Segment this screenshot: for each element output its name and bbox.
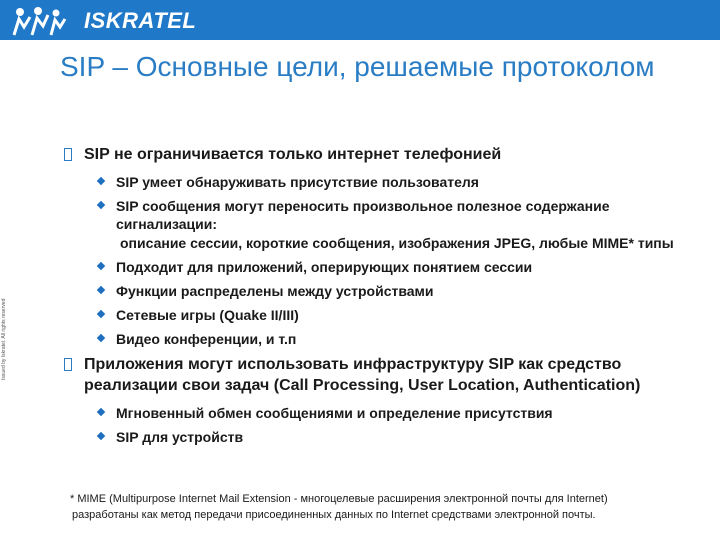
sub-item-text: SIP для устройств bbox=[116, 429, 244, 445]
sub-item bbox=[60, 428, 690, 446]
sub-item-text: Мгновенный обмен сообщениями и определение присутствия bbox=[116, 405, 553, 421]
diamond-bullet-icon bbox=[97, 262, 105, 270]
diamond-bullet-icon bbox=[97, 334, 105, 342]
sub-item bbox=[60, 404, 690, 422]
bullet-main-1 bbox=[60, 144, 690, 165]
iskratel-logo bbox=[10, 4, 196, 38]
footnote-line-2: разработаны как метод передачи присоединенных данных по Internet средствами электронной почты. bbox=[72, 509, 596, 521]
sub-item-text: SIP сообщения могут переносить произвольное полезное содержание сигнализации: bbox=[116, 198, 610, 232]
diamond-bullet-icon bbox=[97, 177, 105, 185]
sub-list-1 bbox=[60, 173, 690, 348]
sub-item-detail: описание сессии, короткие сообщения, изображения JPEG, любые MIME* типы bbox=[120, 235, 674, 251]
sub-list-2 bbox=[60, 404, 690, 446]
sub-item bbox=[60, 258, 690, 276]
sub-item bbox=[60, 197, 690, 252]
sub-item bbox=[60, 306, 690, 324]
diamond-bullet-icon bbox=[97, 201, 105, 209]
bullet-main-1-text: SIP не ограничивается только интернет телефонией bbox=[84, 146, 502, 163]
sub-item bbox=[60, 282, 690, 300]
square-bullet-icon bbox=[64, 148, 72, 161]
sub-item bbox=[60, 173, 690, 191]
square-bullet-icon bbox=[64, 358, 72, 371]
people-logo-icon bbox=[10, 5, 82, 37]
side-note: Issued by Iskratel. All rights reserved bbox=[1, 298, 7, 380]
page-title: SIP – Основные цели, решаемые протоколом bbox=[60, 51, 655, 82]
bullet-main-2-text: Приложения могут использовать инфраструктуру SIP как средство реализации свои задач (Call Processing, User Location, Authentication) bbox=[84, 356, 641, 394]
sub-item-text: Подходит для приложений, оперирующих понятием сессии bbox=[116, 259, 533, 275]
diamond-bullet-icon bbox=[97, 432, 105, 440]
footnote bbox=[60, 491, 700, 523]
sub-item-text: Видео конференции, и т.п bbox=[116, 331, 297, 347]
footnote-line-1: * MIME (Multipurpose Internet Mail Extension - многоцелевые расширения электронной почты для Internet) bbox=[70, 493, 608, 505]
sub-item-text: Сетевые игры (Quake II/III) bbox=[116, 307, 299, 323]
diamond-bullet-icon bbox=[97, 310, 105, 318]
diamond-bullet-icon bbox=[97, 286, 105, 294]
bullet-main-2 bbox=[60, 354, 690, 396]
sub-item-text: SIP умеет обнаруживать присутствие пользователя bbox=[116, 174, 479, 190]
logo-text: ISKRATEL bbox=[84, 8, 197, 33]
header-bar bbox=[0, 0, 720, 40]
diamond-bullet-icon bbox=[97, 408, 105, 416]
slide-content bbox=[60, 144, 690, 452]
sub-item bbox=[60, 330, 690, 348]
sub-item-text: Функции распределены между устройствами bbox=[116, 283, 434, 299]
